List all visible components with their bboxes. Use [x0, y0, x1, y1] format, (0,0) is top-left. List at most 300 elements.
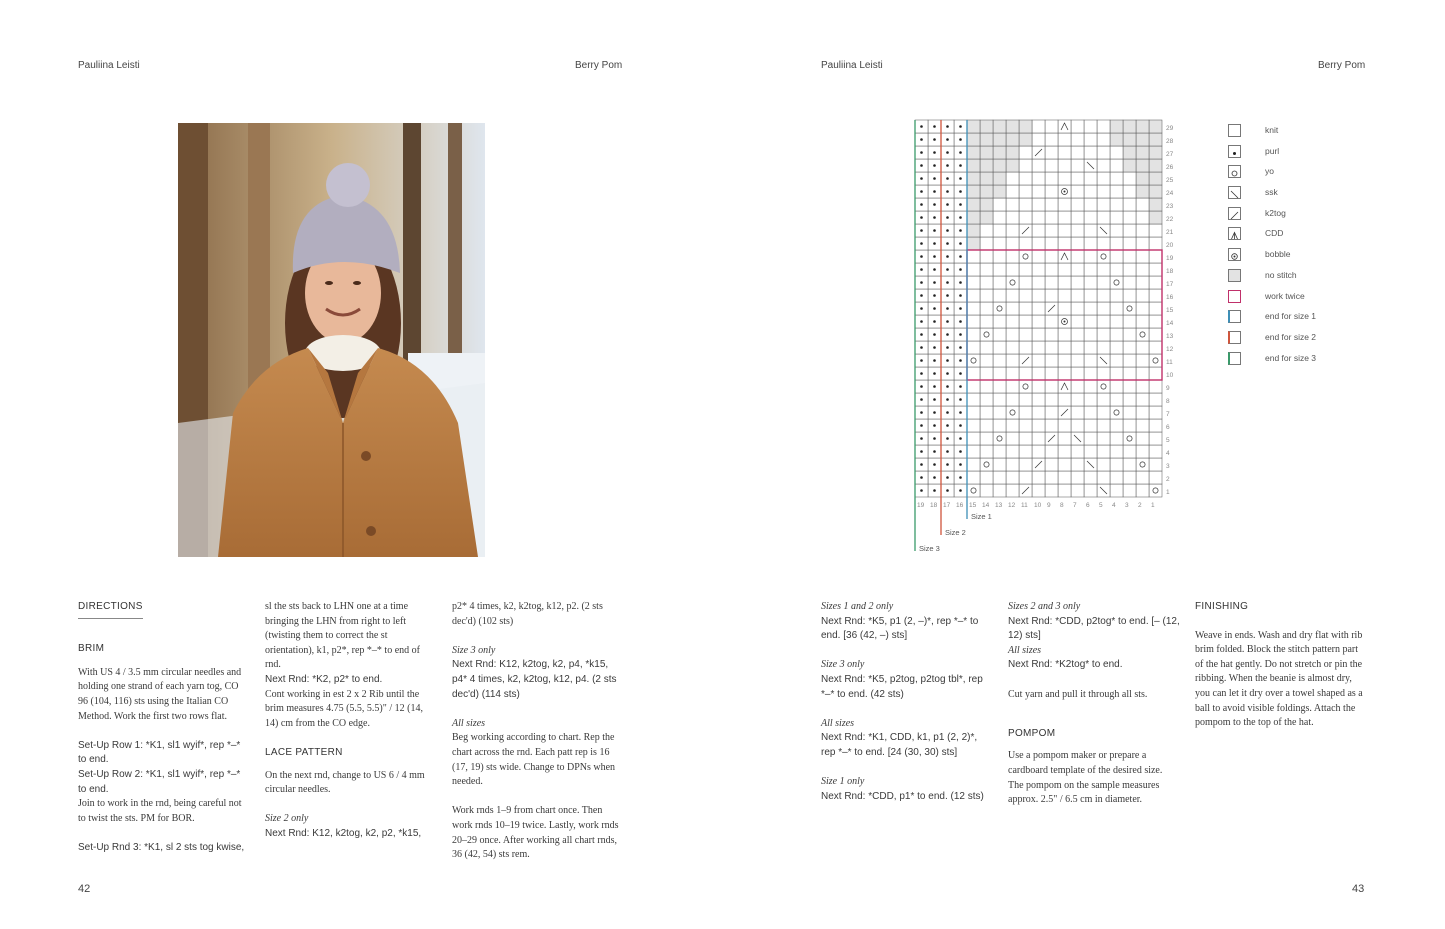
legend-label: bobble [1265, 249, 1291, 260]
chart-cell [1019, 341, 1032, 354]
chart-cell [967, 224, 980, 237]
size-1-label: Size 1 [971, 512, 992, 521]
chart-cell [1110, 302, 1123, 315]
row-number: 19 [1166, 255, 1174, 262]
col2-continuation: sl the sts back to LHN one at a time bringing the LHN from right to left (twisting them to correct the st orientation), k1, p2*, rep *–* to end of rnd. [265, 601, 420, 671]
join-text: Join to work in the rnd, being careful not to twist the sts. PM for BOR. [78, 798, 242, 824]
chart-cell [1058, 224, 1071, 237]
column-number: 5 [1099, 502, 1103, 509]
chart-cell [1006, 354, 1019, 367]
all-sizes-label-3: All sizes [1008, 644, 1042, 656]
chart-cell [993, 341, 1006, 354]
chart-cell [1045, 237, 1058, 250]
chart-cell [1071, 289, 1084, 302]
purl-dot [959, 385, 962, 388]
chart-cell [1006, 159, 1019, 172]
bobble-center [1064, 191, 1066, 193]
purl-dot [920, 307, 923, 310]
left-column-3 [452, 600, 624, 863]
directions-heading: DIRECTIONS [78, 600, 143, 619]
chart-cell [967, 289, 980, 302]
chart-cell [1006, 328, 1019, 341]
column-number: 8 [1060, 502, 1064, 509]
purl-dot [933, 216, 936, 219]
chart-cell [1149, 302, 1162, 315]
chart-cell [1110, 367, 1123, 380]
chart-cell [1097, 419, 1110, 432]
chart-cell [980, 341, 993, 354]
chart-cell [993, 328, 1006, 341]
chart-cell [993, 237, 1006, 250]
chart-cell [1123, 484, 1136, 497]
purl-dot [946, 203, 949, 206]
chart-cell [1032, 471, 1045, 484]
chart-cell [1149, 120, 1162, 133]
chart-cell [1149, 133, 1162, 146]
chart-cell [1123, 315, 1136, 328]
row-number: 14 [1166, 320, 1174, 327]
chart-cell [1149, 250, 1162, 263]
chart-cell [1019, 237, 1032, 250]
row-number: 22 [1166, 216, 1174, 223]
all-sizes-text: Beg working according to chart. Rep the chart across the rnd. Each patt rep is 16 (17, 19) sts wide. Change to DPNs when needed. [452, 732, 616, 788]
column-number: 19 [917, 502, 925, 509]
chart-cell [1084, 471, 1097, 484]
chart-cell [1123, 445, 1136, 458]
chart-cell [1006, 211, 1019, 224]
chart-cell [1032, 367, 1045, 380]
column-number: 3 [1125, 502, 1129, 509]
chart-cell [1136, 341, 1149, 354]
chart-cell [1084, 172, 1097, 185]
chart-cell [1019, 406, 1032, 419]
model-photo [178, 123, 485, 557]
chart-cell [1149, 185, 1162, 198]
column-number: 10 [1034, 502, 1042, 509]
purl-dot [920, 437, 923, 440]
purl-dot [959, 190, 962, 193]
purl-dot [946, 190, 949, 193]
chart-cell [1058, 172, 1071, 185]
chart-cell [1110, 120, 1123, 133]
chart-cell [1045, 159, 1058, 172]
left-page-number: 42 [78, 883, 91, 895]
chart-cell [1097, 367, 1110, 380]
chart-cell [1058, 380, 1071, 393]
chart-cell [1045, 354, 1058, 367]
chart-cell [1110, 380, 1123, 393]
purl-dot [920, 320, 923, 323]
purl-dot [946, 242, 949, 245]
purl-dot [920, 385, 923, 388]
chart-cell [1084, 133, 1097, 146]
chart-cell [1110, 445, 1123, 458]
chart-cell [1019, 445, 1032, 458]
chart-cell [1032, 224, 1045, 237]
chart-cell [993, 133, 1006, 146]
purl-dot [920, 151, 923, 154]
size-1-label: Size 1 only [821, 776, 865, 788]
chart-cell [967, 133, 980, 146]
purl-dot [946, 125, 949, 128]
column-number: 12 [1008, 502, 1016, 509]
column-number: 1 [1151, 502, 1155, 509]
purl-dot [959, 138, 962, 141]
chart-cell [1084, 263, 1097, 276]
chart-cell [1045, 445, 1058, 458]
chart-cell [1032, 315, 1045, 328]
legend-item-no-stitch [1226, 267, 1376, 288]
purl-dot [959, 450, 962, 453]
chart-cell [1045, 250, 1058, 263]
chart-cell [1123, 393, 1136, 406]
chart-cell [980, 367, 993, 380]
chart-cell [1045, 406, 1058, 419]
chart-cell [1110, 198, 1123, 211]
row-number: 4 [1166, 450, 1170, 457]
chart-cell [1071, 211, 1084, 224]
chart-cell [1045, 315, 1058, 328]
chart-cell [1136, 432, 1149, 445]
chart-cell [1058, 146, 1071, 159]
chart-cell [967, 263, 980, 276]
chart-cell [1045, 133, 1058, 146]
chart-cell [980, 328, 993, 341]
chart-cell [1097, 432, 1110, 445]
chart-cell [1019, 458, 1032, 471]
chart-cell [1149, 432, 1162, 445]
brim-text: With US 4 / 3.5 mm circular needles and holding one strand of each yarn tog, CO 96 (104, 116) sts using the Italian CO Method. Work the first two rows flat. [78, 666, 242, 722]
chart-cell [1110, 263, 1123, 276]
chart-cell [1019, 276, 1032, 289]
chart-cell [1110, 393, 1123, 406]
chart-cell [1032, 159, 1045, 172]
chart-cell [980, 133, 993, 146]
size-3-only-label: Size 3 only [452, 644, 496, 656]
chart-cell [1006, 432, 1019, 445]
purl-dot [959, 307, 962, 310]
chart-cell [993, 211, 1006, 224]
chart-cell [1006, 341, 1019, 354]
chart-cell [1136, 484, 1149, 497]
all-sizes-text-2: Next Rnd: *K1, CDD, k1, p1 (2, 2)*, rep *–* to end. [24 (30, 30) sts] [821, 732, 978, 758]
chart-cell [980, 237, 993, 250]
left-running-author: Pauliina Leisti [78, 60, 140, 71]
chart-cell [980, 380, 993, 393]
chart-cell [980, 250, 993, 263]
purl-dot [933, 151, 936, 154]
row-number: 16 [1166, 294, 1174, 301]
chart-cell [1149, 380, 1162, 393]
chart-cell [1058, 432, 1071, 445]
chart-cell [1084, 432, 1097, 445]
row-number: 3 [1166, 463, 1170, 470]
chart-cell [1045, 458, 1058, 471]
chart-cell [980, 146, 993, 159]
legend-item-purl [1226, 143, 1376, 164]
row-number: 7 [1166, 411, 1170, 418]
purl-dot [933, 125, 936, 128]
chart-cell [1084, 198, 1097, 211]
purl-dot [946, 424, 949, 427]
chart-cell [1019, 120, 1032, 133]
chart-cell [1019, 393, 1032, 406]
row-number: 25 [1166, 177, 1174, 184]
row-number: 21 [1166, 229, 1174, 236]
chart-cell [967, 146, 980, 159]
chart-cell [980, 432, 993, 445]
chart-cell [1032, 289, 1045, 302]
size-2-only-label: Size 2 only [265, 813, 309, 825]
row-number: 12 [1166, 346, 1174, 353]
cut-yarn-text: Cut yarn and pull it through all sts. [1008, 688, 1148, 700]
purl-dot [959, 294, 962, 297]
cdd-icon [1228, 227, 1241, 240]
chart-cell [967, 471, 980, 484]
chart-cell [1110, 224, 1123, 237]
chart-cell [980, 419, 993, 432]
column-number: 13 [995, 502, 1003, 509]
purl-dot [933, 138, 936, 141]
purl-dot [946, 359, 949, 362]
chart-cell [1058, 445, 1071, 458]
purl-dot [959, 164, 962, 167]
chart-cell [1149, 406, 1162, 419]
column-number: 2 [1138, 502, 1142, 509]
chart-cell [1006, 263, 1019, 276]
chart-cell [980, 276, 993, 289]
size-3-end-icon [1228, 352, 1241, 365]
chart-cell [1136, 302, 1149, 315]
legend-item-k2tog [1226, 205, 1376, 226]
chart-cell [1110, 185, 1123, 198]
chart-cell [993, 250, 1006, 263]
chart-cell [1123, 354, 1136, 367]
legend-label: knit [1265, 125, 1279, 135]
purl-dot [920, 398, 923, 401]
finishing-heading: FINISHING [1195, 601, 1249, 612]
chart-cell [1110, 432, 1123, 445]
chart-cell [1032, 172, 1045, 185]
purl-dot [933, 190, 936, 193]
chart-cell [1071, 354, 1084, 367]
chart-cell [1045, 263, 1058, 276]
size-1-text: Next Rnd: *CDD, p1* to end. (12 sts) [821, 790, 984, 802]
chart-cell [1149, 367, 1162, 380]
chart-cell [1123, 367, 1136, 380]
brim-heading: BRIM [78, 643, 105, 655]
purl-dot [959, 216, 962, 219]
chart-cell [993, 302, 1006, 315]
chart-cell [967, 484, 980, 497]
purl-dot [933, 398, 936, 401]
chart-cell [967, 458, 980, 471]
chart-cell [993, 354, 1006, 367]
chart-cell [1136, 146, 1149, 159]
chart-cell [1149, 419, 1162, 432]
chart-cell [1110, 354, 1123, 367]
chart-cell [967, 172, 980, 185]
column-number: 11 [1021, 502, 1028, 509]
purl-dot [933, 346, 936, 349]
size-3-label: Size 3 [919, 544, 940, 553]
column-number: 16 [956, 502, 964, 509]
chart-cell [980, 159, 993, 172]
purl-dot [959, 320, 962, 323]
chart-cell [1032, 198, 1045, 211]
chart-cell [967, 211, 980, 224]
legend-item-yo [1226, 163, 1376, 184]
chart-cell [1032, 211, 1045, 224]
column-number: 17 [943, 502, 951, 509]
chart-cell [1123, 380, 1136, 393]
chart-cell [1006, 406, 1019, 419]
chart-cell [1071, 328, 1084, 341]
chart-cell [980, 185, 993, 198]
purl-dot [920, 255, 923, 258]
chart-cell [1032, 393, 1045, 406]
chart-cell [1149, 354, 1162, 367]
purl-dot [946, 476, 949, 479]
chart-cell [980, 198, 993, 211]
purl-dot [959, 437, 962, 440]
setup-row-1: Set-Up Row 1: *K1, sl1 wyif*, rep *–* to end. [78, 739, 241, 766]
chart-cell [1149, 237, 1162, 250]
chart-cell [1045, 276, 1058, 289]
left-column-2 [265, 600, 437, 842]
chart-cell [1136, 328, 1149, 341]
chart-cell [1136, 133, 1149, 146]
chart-cell [1006, 289, 1019, 302]
column-number: 15 [969, 502, 977, 509]
chart-cell [1097, 185, 1110, 198]
chart-cell [967, 393, 980, 406]
purl-dot [933, 164, 936, 167]
chart-cell [1136, 315, 1149, 328]
chart-cell [1058, 250, 1071, 263]
chart-cell [1019, 146, 1032, 159]
col3-continuation: p2* 4 times, k2, k2tog, k12, p2. (2 sts dec'd) (102 sts) [452, 601, 603, 627]
chart-cell [1058, 471, 1071, 484]
chart-cell [993, 198, 1006, 211]
right-column-2 [1008, 600, 1180, 808]
col2-next-rnd: Next Rnd: *K2, p2* to end. [265, 673, 383, 685]
purl-dot [920, 138, 923, 141]
knitting-chart-svg [905, 115, 1185, 565]
chart-cell [1071, 120, 1084, 133]
chart-cell [1097, 159, 1110, 172]
chart-cell [1136, 159, 1149, 172]
chart-cell [980, 211, 993, 224]
chart-cell [1071, 380, 1084, 393]
purl-dot [933, 294, 936, 297]
chart-cell [1045, 172, 1058, 185]
chart-cell [1097, 120, 1110, 133]
chart-cell [1123, 276, 1136, 289]
chart-cell [1097, 263, 1110, 276]
chart-cell [967, 354, 980, 367]
chart-cell [1006, 237, 1019, 250]
chart-cell [1149, 315, 1162, 328]
chart-cell [980, 393, 993, 406]
purl-dot [933, 229, 936, 232]
chart-cell [1071, 341, 1084, 354]
col2-continuation-2: Cont working in est 2 x 2 Rib until the brim measures 4.75 (5.5, 5.5)" / 12 (14, 14) cm from the CO edge. [265, 688, 423, 729]
purl-dot [920, 242, 923, 245]
pompom-text: Use a pompom maker or prepare a cardboard template of the desired size. The pompom on the sample measures approx. 2.5" / 6.5 cm in diameter. [1008, 750, 1163, 806]
knit-icon [1228, 124, 1241, 137]
size-3-text: Next Rnd: *K5, p2tog, p2tog tbl*, rep *–* to end. (42 sts) [821, 673, 983, 700]
chart-cell [1019, 250, 1032, 263]
sizes-1-2-label: Sizes 1 and 2 only [821, 601, 894, 612]
chart-cell [1019, 172, 1032, 185]
chart-cell [1123, 224, 1136, 237]
chart-cell [1136, 237, 1149, 250]
chart-cell [993, 159, 1006, 172]
chart-cell [1071, 250, 1084, 263]
chart-cell [1149, 198, 1162, 211]
purl-dot [920, 424, 923, 427]
chart-cell [1032, 445, 1045, 458]
chart-cell [1019, 198, 1032, 211]
purl-dot [946, 294, 949, 297]
chart-cell [1045, 341, 1058, 354]
chart-cell [1097, 133, 1110, 146]
no-stitch-icon [1228, 269, 1241, 282]
chart-cell [1123, 471, 1136, 484]
purl-dot [933, 424, 936, 427]
purl-dot [946, 489, 949, 492]
chart-cell [1071, 198, 1084, 211]
chart-cell [1136, 419, 1149, 432]
chart-cell [1097, 302, 1110, 315]
chart-cell [1136, 367, 1149, 380]
purl-dot [959, 125, 962, 128]
chart-cell [1097, 237, 1110, 250]
chart-cell [1045, 367, 1058, 380]
chart-cell [1071, 315, 1084, 328]
chart-cell [1032, 341, 1045, 354]
all-sizes-text-3: Next Rnd: *K2tog* to end. [1008, 659, 1123, 671]
chart-cell [1032, 432, 1045, 445]
chart-cell [1136, 120, 1149, 133]
chart-cell [980, 263, 993, 276]
chart-cell [1097, 393, 1110, 406]
chart-cell [1084, 484, 1097, 497]
chart-cell [1032, 419, 1045, 432]
chart-cell [1071, 133, 1084, 146]
chart-cell [1110, 471, 1123, 484]
purl-dot [920, 268, 923, 271]
chart-cell [1149, 224, 1162, 237]
chart-cell [1110, 159, 1123, 172]
row-number: 13 [1166, 333, 1174, 340]
chart-cell [1123, 237, 1136, 250]
chart-cell [993, 393, 1006, 406]
chart-cell [1045, 120, 1058, 133]
chart-cell [993, 432, 1006, 445]
chart-cell [1032, 406, 1045, 419]
purl-dot [946, 268, 949, 271]
chart-cell [967, 445, 980, 458]
chart-cell [1123, 341, 1136, 354]
purl-dot [933, 385, 936, 388]
chart-cell [1136, 263, 1149, 276]
chart-cell [1149, 484, 1162, 497]
chart-cell [1032, 380, 1045, 393]
purl-dot [959, 229, 962, 232]
row-number: 10 [1166, 372, 1174, 379]
